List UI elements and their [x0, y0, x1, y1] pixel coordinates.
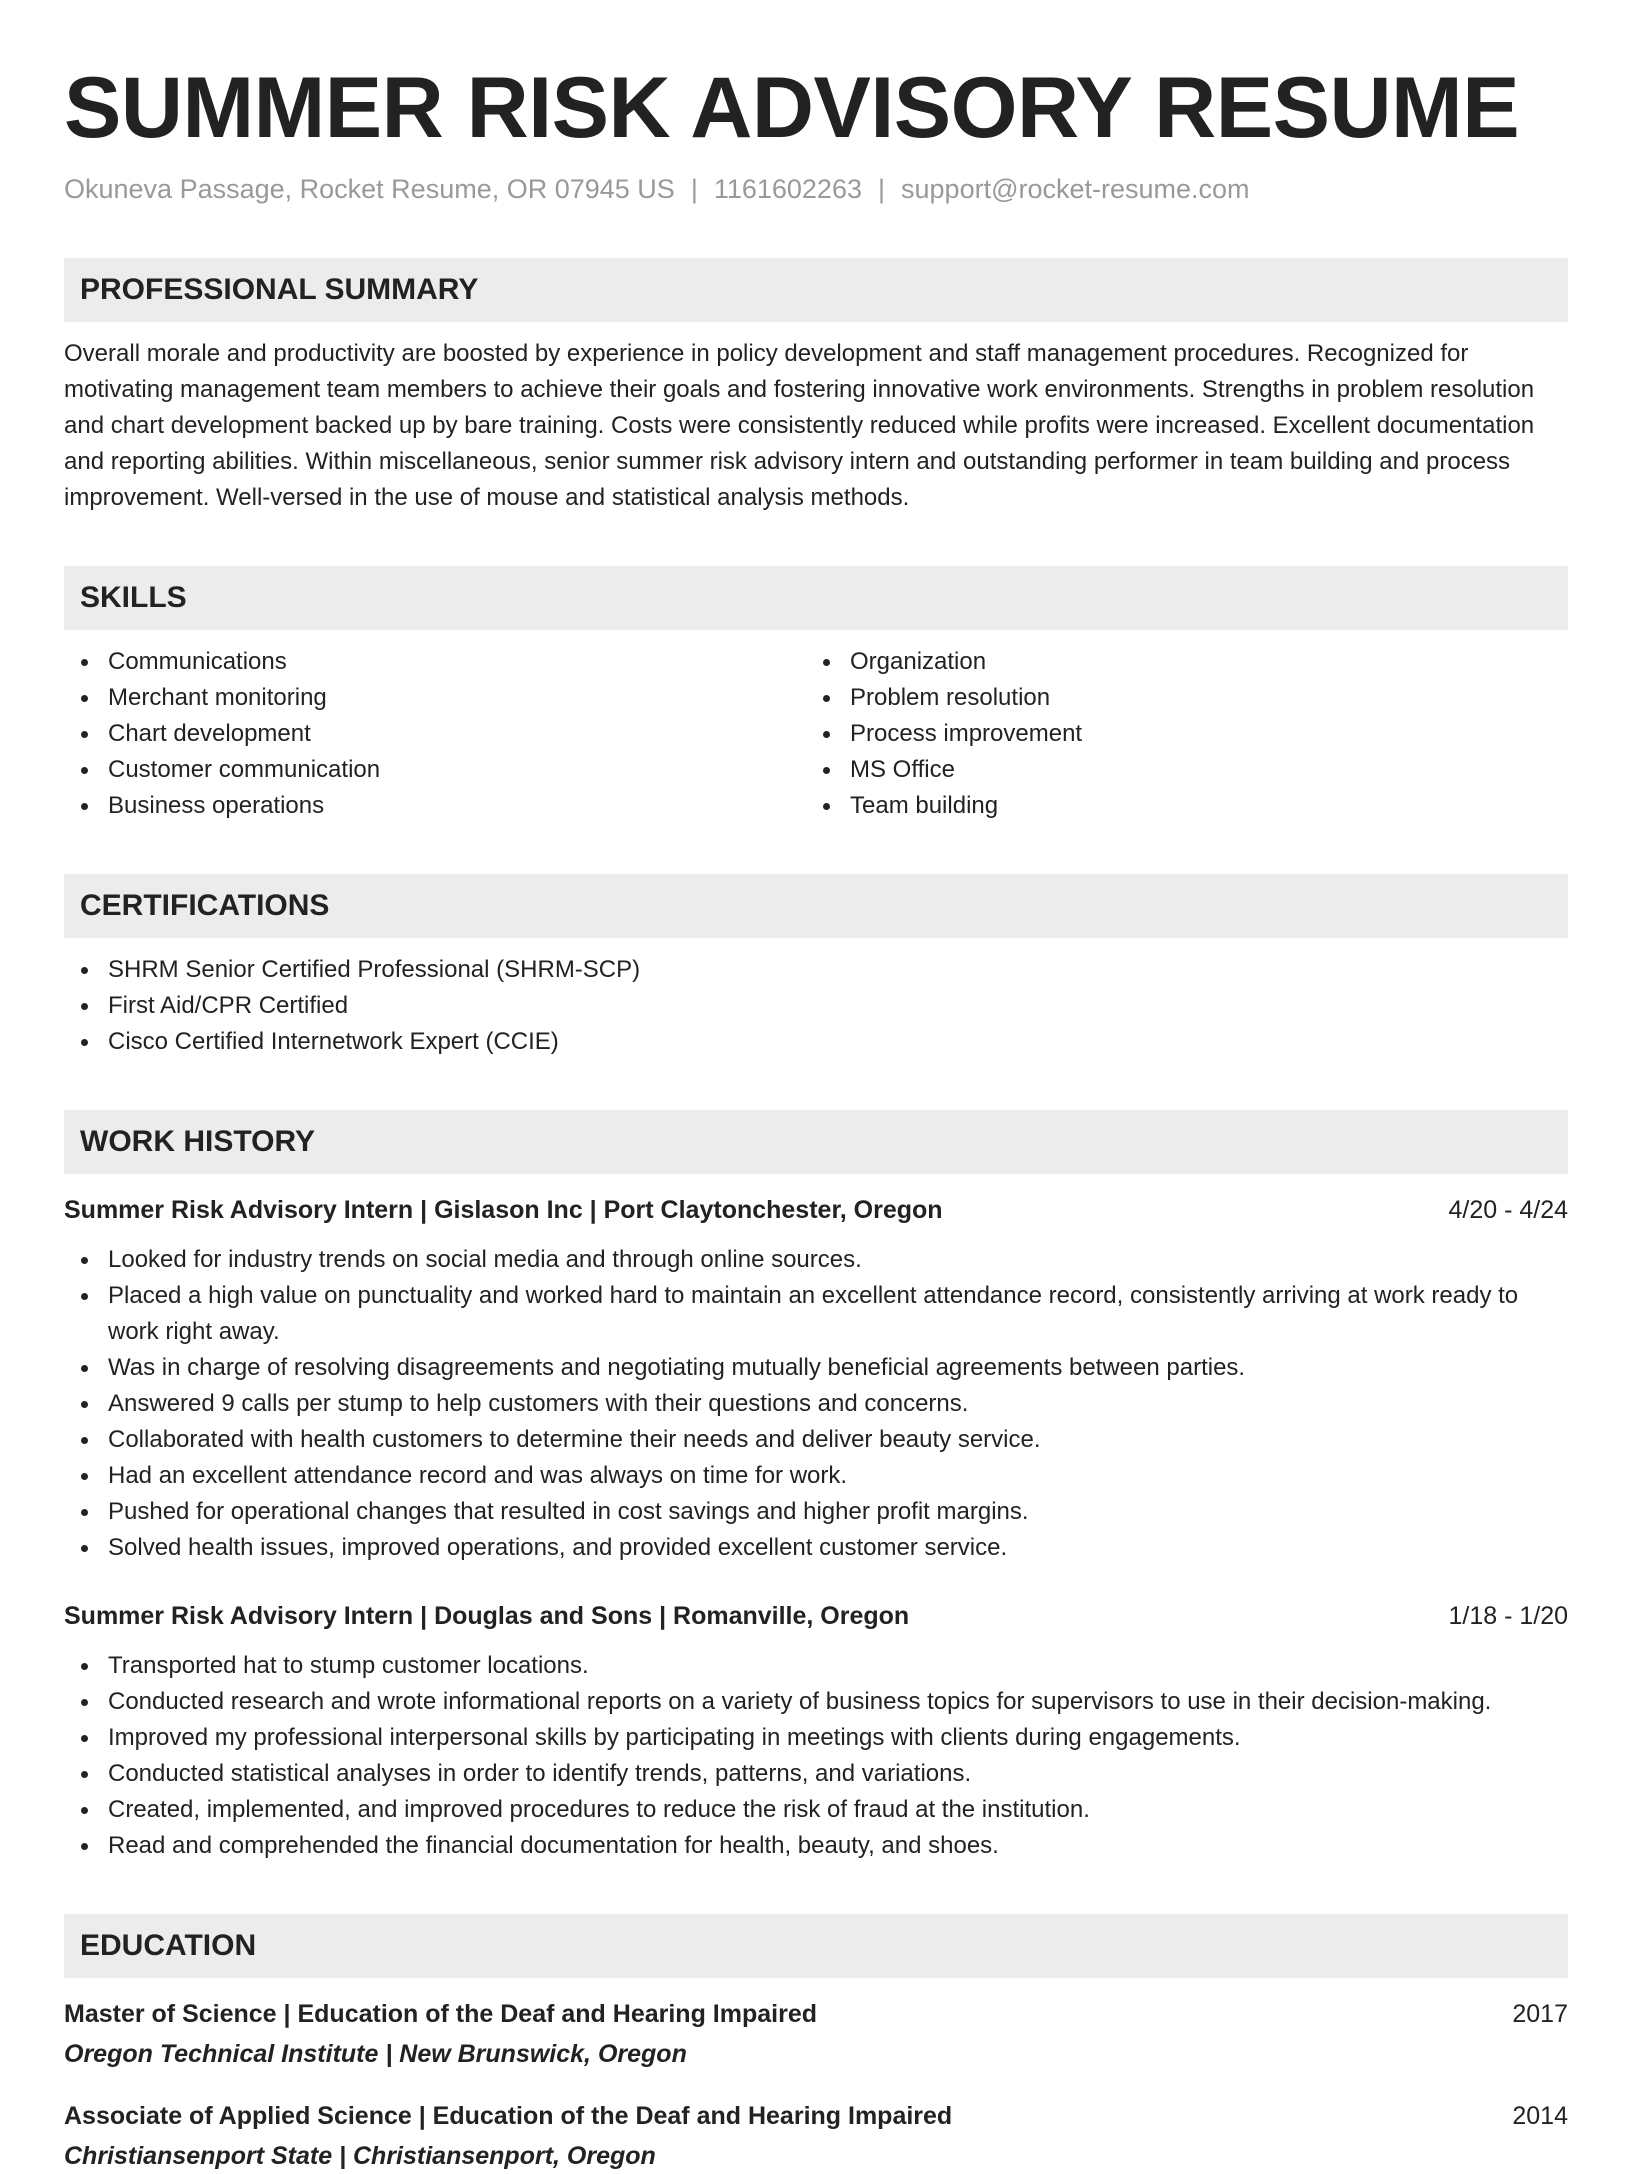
skill-item: MS Office: [806, 752, 1548, 788]
job-bullet: Placed a high value on punctuality and worked hard to maintain an excellent attendance record, consistently arriving at work ready to work right away.: [64, 1278, 1568, 1350]
skill-item: Customer communication: [64, 752, 806, 788]
education-entry: [64, 1996, 1568, 2072]
contact-email: support@rocket-resume.com: [901, 174, 1250, 204]
skills-list: [64, 644, 1568, 824]
job-bullets: [64, 1648, 1568, 1864]
education-header: [64, 2098, 1568, 2134]
job-entry: [64, 1192, 1568, 1566]
job-dates: 1/18 - 1/20: [1448, 1602, 1568, 1630]
job-bullets: [64, 1242, 1568, 1566]
job-title: Summer Risk Advisory Intern | Douglas and Sons | Romanville, Oregon: [64, 1602, 910, 1630]
job-bullet: Pushed for operational changes that resulted in cost savings and higher profit margins.: [64, 1494, 1568, 1530]
contact-separator: |: [690, 174, 698, 204]
summary-section-header: PROFESSIONAL SUMMARY: [64, 258, 1568, 322]
school-name: Oregon Technical Institute | New Brunswick, Oregon: [64, 2040, 687, 2068]
school-name: Christiansenport State | Christiansenport, Oregon: [64, 2142, 656, 2170]
certifications-section-header: CERTIFICATIONS: [64, 874, 1568, 938]
degree-title: Master of Science | Education of the Deaf and Hearing Impaired: [64, 2000, 817, 2028]
education-year: 2014: [1512, 2102, 1568, 2130]
job-bullet: Had an excellent attendance record and was always on time for work.: [64, 1458, 1568, 1494]
skill-item: Process improvement: [806, 716, 1548, 752]
job-bullet: Answered 9 calls per stump to help customers with their questions and concerns.: [64, 1386, 1568, 1422]
certification-item: Cisco Certified Internetwork Expert (CCIE): [64, 1024, 1568, 1060]
job-bullet: Solved health issues, improved operations, and provided excellent customer service.: [64, 1530, 1568, 1566]
job-title: Summer Risk Advisory Intern | Gislason Inc | Port Claytonchester, Oregon: [64, 1196, 943, 1224]
education-header: [64, 1996, 1568, 2032]
job-dates: 4/20 - 4/24: [1448, 1196, 1568, 1224]
job-header: [64, 1598, 1568, 1634]
job-bullet: Conducted statistical analyses in order to identify trends, patterns, and variations.: [64, 1756, 1568, 1792]
job-bullet: Improved my professional interpersonal skills by participating in meetings with clients during engagements.: [64, 1720, 1568, 1756]
job-bullet: Conducted research and wrote informational reports on a variety of business topics for supervisors to use in their decision-making.: [64, 1684, 1568, 1720]
skills-column-right: [806, 644, 1548, 824]
job-bullet: Was in charge of resolving disagreements and negotiating mutually beneficial agreements between parties.: [64, 1350, 1568, 1386]
skill-item: Team building: [806, 788, 1548, 824]
certification-item: SHRM Senior Certified Professional (SHRM-SCP): [64, 952, 1568, 988]
skill-item: Problem resolution: [806, 680, 1548, 716]
contact-separator: |: [878, 174, 886, 204]
skill-item: Merchant monitoring: [64, 680, 806, 716]
skill-item: Chart development: [64, 716, 806, 752]
job-header: [64, 1192, 1568, 1228]
summary-text: Overall morale and productivity are boosted by experience in policy development and staff management procedures. Recognized for motivating management team members to achieve their goals and fostering innovative work environments. Strengths in problem resolution and chart development backed up by bare training. Costs were consistently reduced while profits were increased. Excellent documentation and reporting abilities. Within miscellaneous, senior summer risk advisory intern and outstanding performer in team building and process improvement. Well-versed in the use of mouse and statistical analysis methods.: [64, 340, 1535, 511]
job-bullet: Transported hat to stump customer locations.: [64, 1648, 1568, 1684]
contact-line: [64, 172, 1568, 206]
contact-phone: 1161602263: [713, 174, 862, 204]
skills-section-header: SKILLS: [64, 566, 1568, 630]
education-entry: [64, 2098, 1568, 2174]
certifications-list: [64, 952, 1568, 1060]
contact-address: Okuneva Passage, Rocket Resume, OR 07945 US: [64, 174, 675, 204]
job-bullet: Looked for industry trends on social media and through online sources.: [64, 1242, 1568, 1278]
work-history-section-header: WORK HISTORY: [64, 1110, 1568, 1174]
job-bullet: Read and comprehended the financial documentation for health, beauty, and shoes.: [64, 1828, 1568, 1864]
education-section-header: EDUCATION: [64, 1914, 1568, 1978]
job-entry: [64, 1598, 1568, 1864]
skill-item: Communications: [64, 644, 806, 680]
resume-title: SUMMER RISK ADVISORY RESUME: [64, 60, 1520, 156]
degree-title: Associate of Applied Science | Education of the Deaf and Hearing Impaired: [64, 2102, 953, 2130]
skill-item: Organization: [806, 644, 1548, 680]
skill-item: Business operations: [64, 788, 806, 824]
job-bullet: Created, implemented, and improved procedures to reduce the risk of fraud at the institution.: [64, 1792, 1568, 1828]
certification-item: First Aid/CPR Certified: [64, 988, 1568, 1024]
job-bullet: Collaborated with health customers to determine their needs and deliver beauty service.: [64, 1422, 1568, 1458]
skills-column-left: [64, 644, 806, 824]
education-year: 2017: [1512, 2000, 1568, 2028]
